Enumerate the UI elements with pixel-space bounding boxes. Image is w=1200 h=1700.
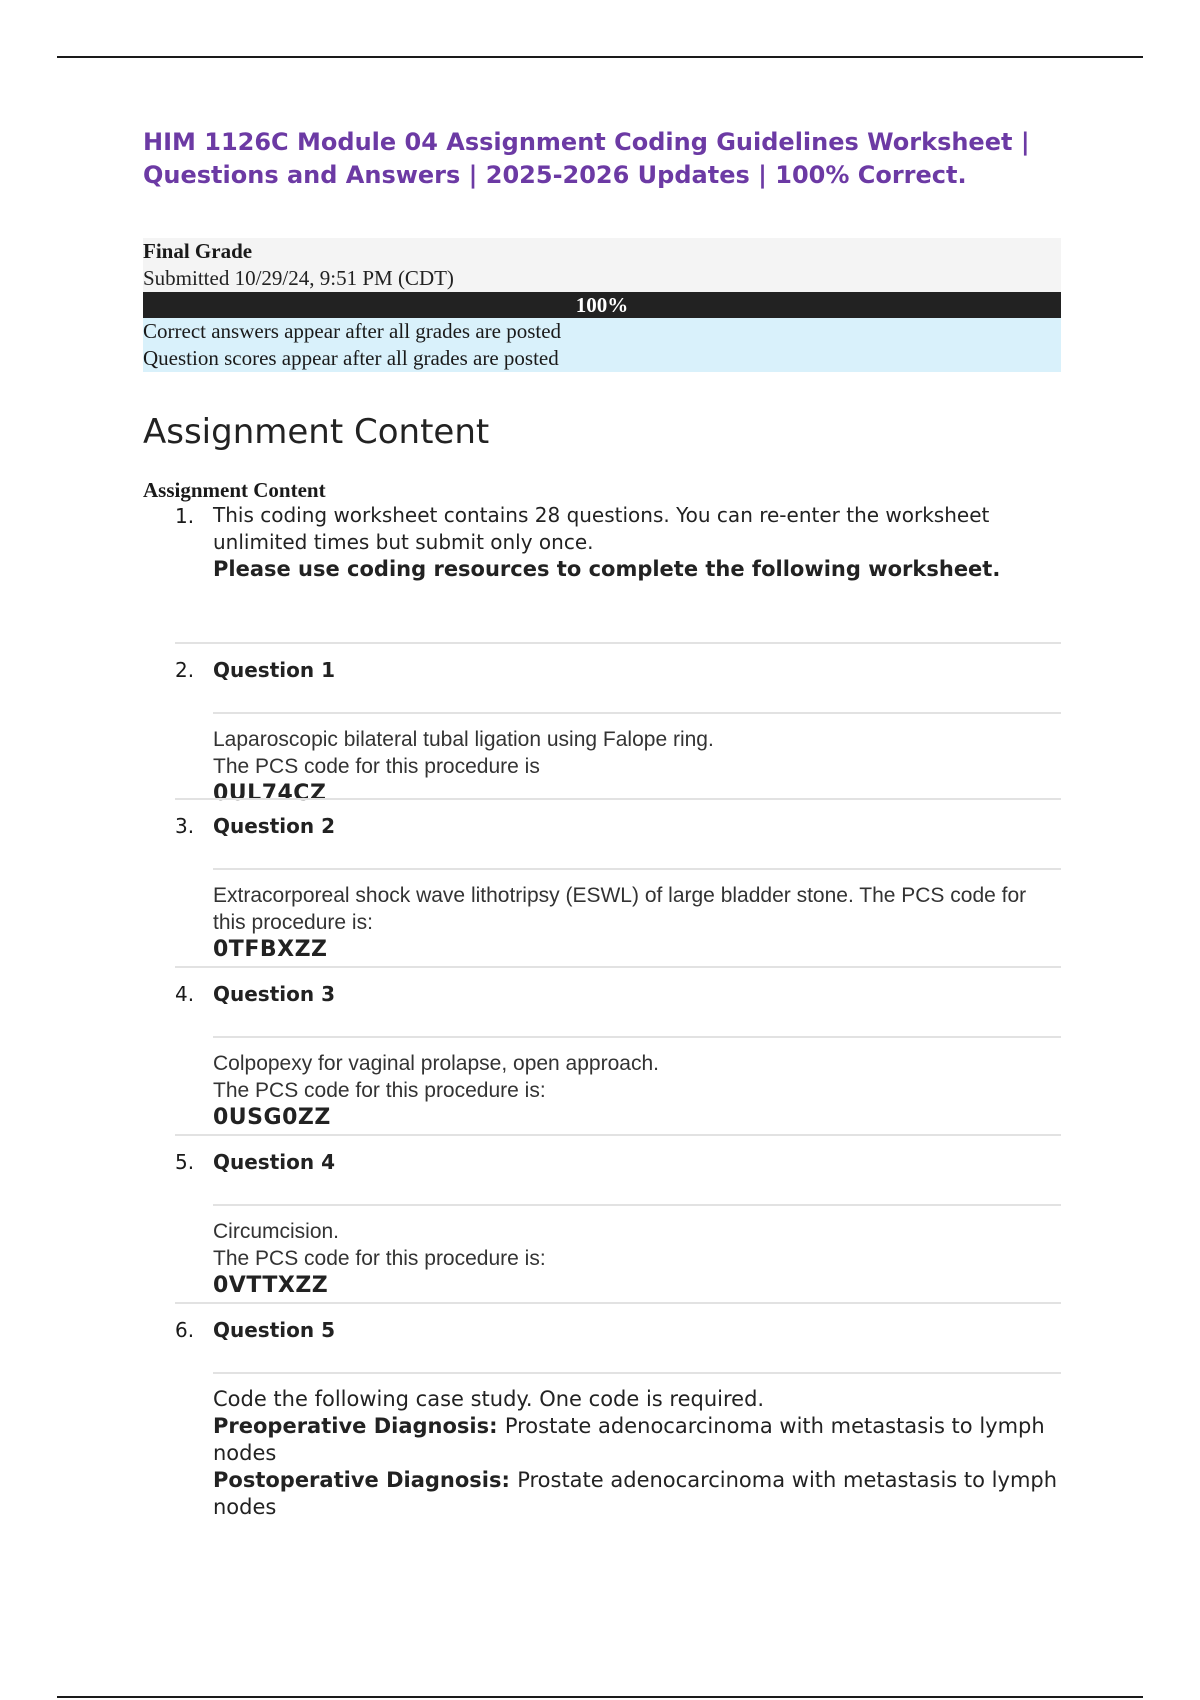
preoperative-text: Prostate adenocarcinoma with metastasis to lymph nodes xyxy=(213,1414,1045,1465)
assignment-content-label: Assignment Content xyxy=(143,478,326,502)
intro-text: This coding worksheet contains 28 questions. You can re-enter the worksheet unlimited times but submit only once. xyxy=(213,503,990,554)
item-number: 2. xyxy=(175,658,195,682)
document-title-line-1: HIM 1126C Module 04 Assignment Coding Guidelines Worksheet | xyxy=(143,128,1030,156)
question-heading: Question 5 xyxy=(213,1318,335,1342)
question-heading: Question 4 xyxy=(213,1150,335,1174)
grade-score-bar xyxy=(143,292,1061,318)
intro-instruction: Please use coding resources to complete the following worksheet. xyxy=(213,557,1001,581)
grade-score: 100% xyxy=(575,293,629,317)
page-bottom-rule xyxy=(57,1696,1143,1698)
question-item xyxy=(175,642,1061,806)
question-body xyxy=(213,868,1061,963)
question-list xyxy=(175,502,1061,1521)
section-title: Assignment Content xyxy=(143,412,490,452)
item-number: 1. xyxy=(175,504,195,528)
question-heading: Question 2 xyxy=(213,814,335,838)
document-title-line-2: Questions and Answers | 2025-2026 Updates | 100% Correct. xyxy=(143,161,967,189)
question-heading: Question 3 xyxy=(213,982,335,1006)
question-body xyxy=(213,1036,1061,1131)
question-prompt: The PCS code for this procedure is xyxy=(213,755,540,778)
grade-notes xyxy=(143,318,1061,372)
question-text: Colpopexy for vaginal prolapse, open approach. xyxy=(213,1052,659,1075)
question-text: Laparoscopic bilateral tubal ligation using Falope ring. xyxy=(213,728,714,751)
postoperative-label: Postoperative Diagnosis: xyxy=(213,1468,518,1492)
submitted-timestamp: Submitted 10/29/24, 9:51 PM (CDT) xyxy=(143,266,454,290)
item-number: 4. xyxy=(175,982,195,1006)
question-text: Circumcision. xyxy=(213,1220,340,1243)
question-item xyxy=(175,1134,1061,1302)
question-body xyxy=(213,1372,1061,1521)
question-scores-note: Question scores appear after all grades are posted xyxy=(143,346,559,370)
correct-answers-note: Correct answers appear after all grades are posted xyxy=(143,319,562,343)
grade-header xyxy=(143,238,1061,292)
intro-item xyxy=(175,502,1061,642)
question-body xyxy=(213,712,1061,807)
postoperative-text: Prostate adenocarcinoma with metastasis to lymph nodes xyxy=(213,1468,1058,1519)
question-item xyxy=(175,966,1061,1134)
question-item xyxy=(175,1302,1061,1521)
answer-code: 0VTTXZZ xyxy=(213,1273,329,1298)
item-number: 3. xyxy=(175,814,195,838)
question-prompt: The PCS code for this procedure is: xyxy=(213,1079,546,1102)
answer-code: 0TFBXZZ xyxy=(213,937,328,962)
postoperative-diagnosis xyxy=(213,1467,1061,1521)
answer-code: 0UL74CZ xyxy=(213,781,327,806)
question-body xyxy=(213,1204,1061,1299)
document-title xyxy=(143,126,1073,192)
final-grade-label: Final Grade xyxy=(143,239,253,263)
case-study-instruction: Code the following case study. One code is required. xyxy=(213,1387,765,1411)
question-item xyxy=(175,798,1061,966)
question-heading: Question 1 xyxy=(213,658,335,682)
question-prompt: The PCS code for this procedure is: xyxy=(213,1247,546,1270)
item-number: 6. xyxy=(175,1318,195,1342)
page-top-rule xyxy=(57,56,1143,58)
item-number: 5. xyxy=(175,1150,195,1174)
preoperative-label: Preoperative Diagnosis: xyxy=(213,1414,505,1438)
preoperative-diagnosis xyxy=(213,1413,1061,1467)
question-text: Extracorporeal shock wave lithotripsy (ESWL) of large bladder stone. The PCS code for this procedure is: xyxy=(213,884,1027,934)
answer-code: 0USG0ZZ xyxy=(213,1105,331,1130)
final-grade-panel xyxy=(143,238,1061,372)
